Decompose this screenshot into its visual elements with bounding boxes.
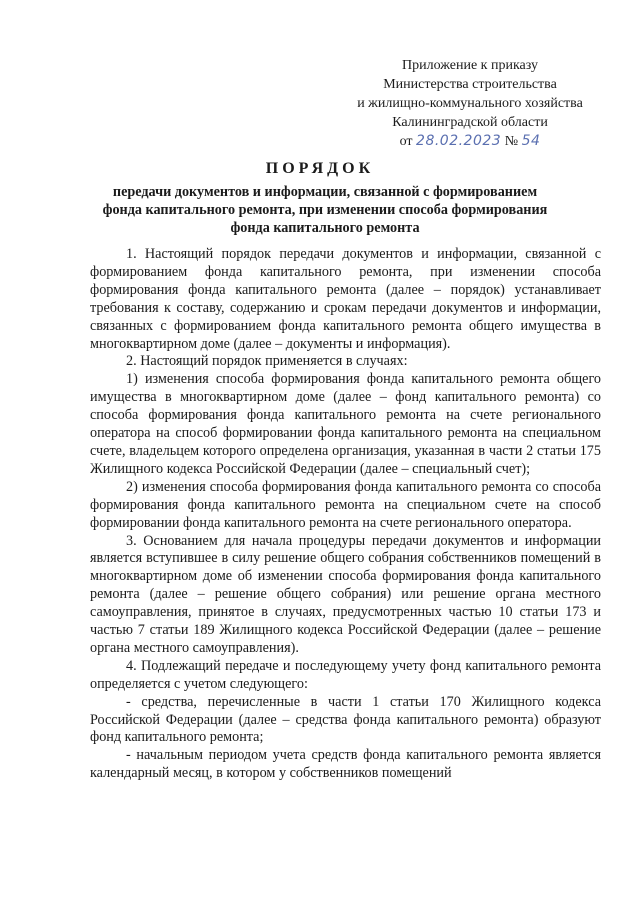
date-prefix: от bbox=[399, 134, 413, 149]
header-line-4: Калининградской области bbox=[392, 115, 548, 130]
paragraph: 4. Подлежащий передаче и последующему учету фонд капитального ремонта определяется с учетом следующего: bbox=[90, 657, 601, 692]
order-appendix-header bbox=[330, 56, 610, 151]
handwritten-number: 54 bbox=[521, 133, 541, 149]
document-subtitle: передачи документов и информации, связанной с формированием фонда капитального ремонта, при изменении способа формирования фонда капитального ремонта bbox=[102, 184, 548, 236]
header-line-2: Министерства строительства bbox=[383, 77, 557, 92]
paragraph: - начальным периодом учета средств фонда капитального ремонта является календарный месяц, в котором у собственников помещений bbox=[90, 747, 601, 782]
paragraph: - средства, перечисленные в части 1 статьи 170 Жилищного кодекса Российской Федерации (далее – средства фонда капитального ремонта) образуют фонд капитального ремонта; bbox=[90, 693, 601, 746]
document-title: ПОРЯДОК bbox=[265, 160, 375, 177]
number-sign: № bbox=[504, 134, 519, 149]
paragraph: 2) изменения способа формирования фонда капитального ремонта со способа формирования фонда капитального ремонта на специальном счете на способ формировании фонда капитального ремонта на счете регионального оператора. bbox=[90, 478, 601, 531]
order-date-line bbox=[330, 132, 610, 151]
header-line-3: и жилищно-коммунального хозяйства bbox=[357, 96, 583, 111]
header-line-1: Приложение к приказу bbox=[402, 58, 538, 73]
paragraph: 1. Настоящий порядок передачи документов и информации, связанной с формированием фонда капитального ремонта, при изменении способа формирования фонда капитального ремонта (далее – порядок) устанавливает требования к составу, содержанию и срокам передачи документов и информации, связанных с формированием фонда капитального ремонта общего имущества в многоквартирном доме (далее – документы и информация). bbox=[90, 246, 601, 352]
paragraph: 3. Основанием для начала процедуры передачи документов и информации является вступившее в силу решение общего собрания собственников помещений в многоквартирном доме об изменении способа формирования фонда капитального ремонта (далее – решение общего собрания) или решение органа местного самоуправления, принятое в случаях, предусмотренных частью 10 статьи 173 и частью 7 статьи 189 Жилищного кодекса Российской Федерации (далее – решение органа местного самоуправления). bbox=[90, 532, 601, 656]
paragraph: 2. Настоящий порядок применяется в случаях: bbox=[126, 353, 408, 370]
paragraph: 1) изменения способа формирования фонда капитального ремонта общего имущества в многоквартирном доме (далее – фонд капитального ремонта) со способа формирования фонда капитального ремонта на счете регионального оператора на способ формировании фонда капитального ремонта на специальном счете, владельцем которого определена организация, указанная в части 2 статьи 175 Жилищного кодекса Российской Федерации (далее – специальный счет); bbox=[90, 371, 601, 477]
handwritten-date: 28.02.2023 bbox=[416, 133, 502, 149]
document-body bbox=[90, 246, 601, 783]
